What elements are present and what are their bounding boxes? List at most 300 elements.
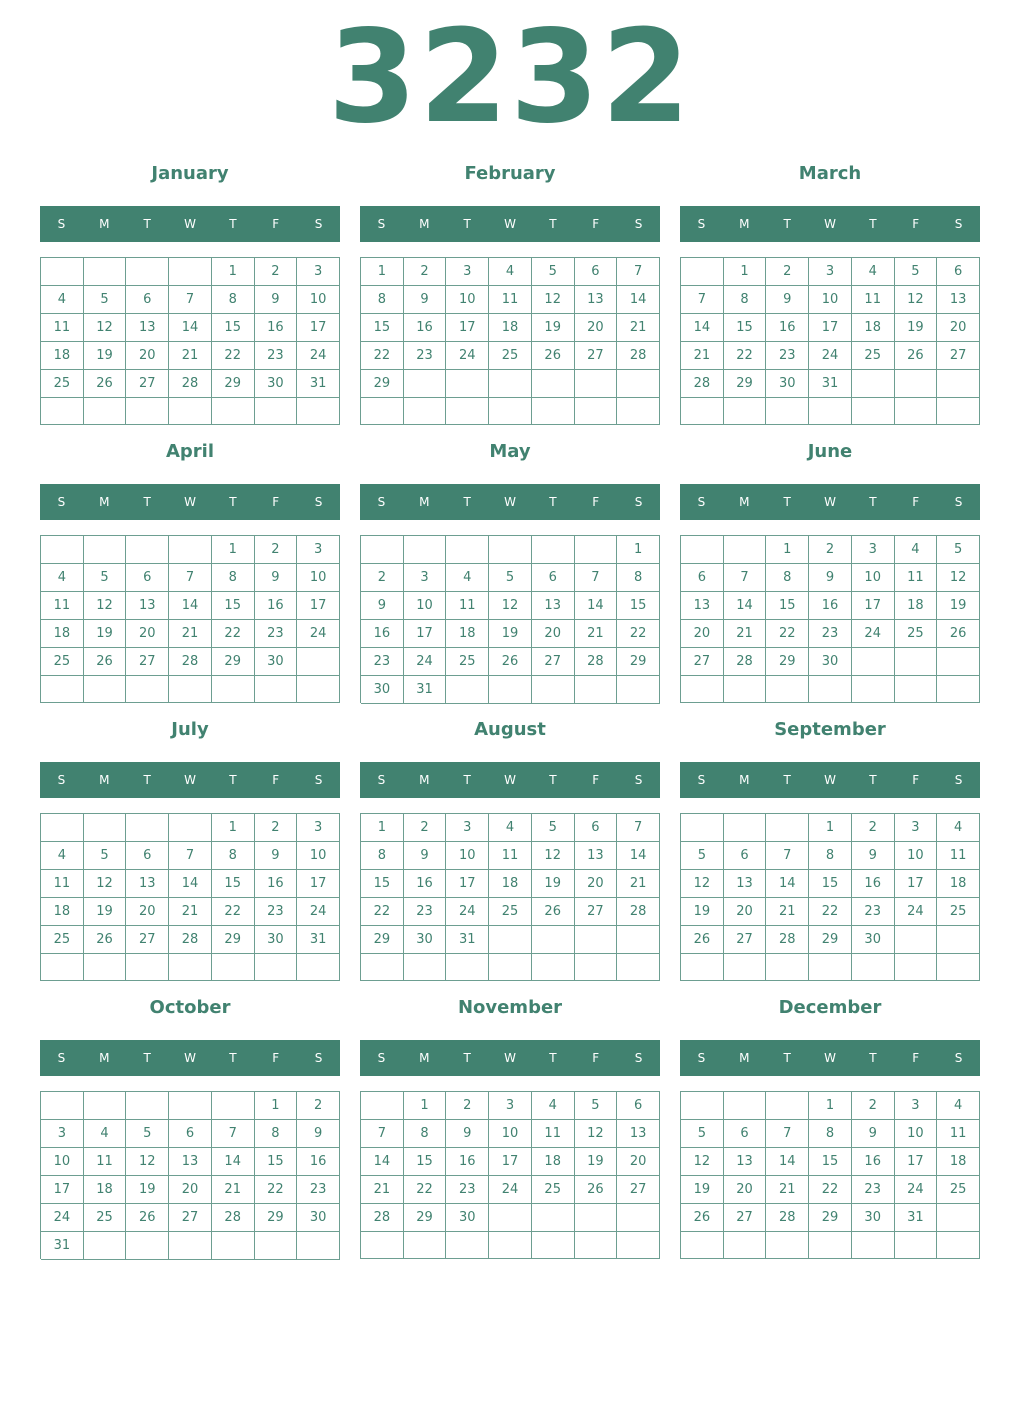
day-cell[interactable]: 24	[404, 648, 447, 676]
day-cell[interactable]: 9	[255, 564, 298, 592]
day-cell[interactable]: 11	[489, 286, 532, 314]
day-cell[interactable]: 19	[681, 1176, 724, 1204]
day-cell[interactable]: 20	[126, 342, 169, 370]
day-cell[interactable]: 10	[404, 592, 447, 620]
day-cell[interactable]: 2	[404, 258, 447, 286]
day-cell[interactable]: 12	[575, 1120, 618, 1148]
day-cell[interactable]: 29	[617, 648, 660, 676]
day-cell[interactable]: 17	[297, 314, 340, 342]
day-cell[interactable]: 17	[809, 314, 852, 342]
day-cell[interactable]: 10	[446, 286, 489, 314]
day-cell[interactable]: 16	[255, 314, 298, 342]
day-cell[interactable]: 15	[212, 870, 255, 898]
day-cell[interactable]: 29	[404, 1204, 447, 1232]
day-cell[interactable]: 21	[766, 898, 809, 926]
day-cell[interactable]: 26	[126, 1204, 169, 1232]
day-cell[interactable]: 22	[766, 620, 809, 648]
day-cell[interactable]: 30	[766, 370, 809, 398]
day-cell[interactable]: 15	[766, 592, 809, 620]
day-cell[interactable]: 4	[41, 564, 84, 592]
day-cell[interactable]: 25	[852, 342, 895, 370]
day-cell[interactable]: 23	[361, 648, 404, 676]
day-cell[interactable]: 10	[446, 842, 489, 870]
day-cell[interactable]: 5	[126, 1120, 169, 1148]
day-cell[interactable]: 6	[937, 258, 980, 286]
day-cell[interactable]: 1	[212, 258, 255, 286]
day-cell[interactable]: 20	[532, 620, 575, 648]
day-cell[interactable]: 18	[446, 620, 489, 648]
day-cell[interactable]: 15	[361, 314, 404, 342]
day-cell[interactable]: 24	[895, 898, 938, 926]
day-cell[interactable]: 25	[937, 898, 980, 926]
day-cell[interactable]: 14	[212, 1148, 255, 1176]
day-cell[interactable]: 15	[809, 870, 852, 898]
day-cell[interactable]: 24	[297, 620, 340, 648]
day-cell[interactable]: 17	[297, 592, 340, 620]
day-cell[interactable]: 11	[489, 842, 532, 870]
day-cell[interactable]: 30	[297, 1204, 340, 1232]
day-cell[interactable]: 30	[446, 1204, 489, 1232]
day-cell[interactable]: 27	[575, 342, 618, 370]
day-cell[interactable]: 23	[446, 1176, 489, 1204]
day-cell[interactable]: 7	[617, 258, 660, 286]
day-cell[interactable]: 27	[937, 342, 980, 370]
day-cell[interactable]: 19	[895, 314, 938, 342]
day-cell[interactable]: 8	[255, 1120, 298, 1148]
day-cell[interactable]: 20	[724, 1176, 767, 1204]
day-cell[interactable]: 17	[852, 592, 895, 620]
day-cell[interactable]: 14	[681, 314, 724, 342]
day-cell[interactable]: 26	[84, 370, 127, 398]
day-cell[interactable]: 27	[617, 1176, 660, 1204]
day-cell[interactable]: 7	[212, 1120, 255, 1148]
day-cell[interactable]: 11	[41, 314, 84, 342]
day-cell[interactable]: 12	[937, 564, 980, 592]
day-cell[interactable]: 2	[446, 1092, 489, 1120]
day-cell[interactable]: 26	[895, 342, 938, 370]
day-cell[interactable]: 5	[681, 842, 724, 870]
day-cell[interactable]: 18	[489, 870, 532, 898]
day-cell[interactable]: 20	[126, 620, 169, 648]
day-cell[interactable]: 31	[895, 1204, 938, 1232]
day-cell[interactable]: 19	[84, 620, 127, 648]
day-cell[interactable]: 28	[169, 370, 212, 398]
day-cell[interactable]: 23	[852, 1176, 895, 1204]
day-cell[interactable]: 24	[852, 620, 895, 648]
day-cell[interactable]: 21	[169, 620, 212, 648]
day-cell[interactable]: 1	[212, 536, 255, 564]
day-cell[interactable]: 21	[169, 898, 212, 926]
day-cell[interactable]: 28	[617, 898, 660, 926]
day-cell[interactable]: 1	[255, 1092, 298, 1120]
day-cell[interactable]: 9	[404, 286, 447, 314]
day-cell[interactable]: 12	[532, 286, 575, 314]
day-cell[interactable]: 29	[361, 926, 404, 954]
day-cell[interactable]: 7	[361, 1120, 404, 1148]
day-cell[interactable]: 24	[41, 1204, 84, 1232]
day-cell[interactable]: 6	[617, 1092, 660, 1120]
day-cell[interactable]: 3	[446, 258, 489, 286]
day-cell[interactable]: 5	[895, 258, 938, 286]
day-cell[interactable]: 22	[212, 620, 255, 648]
day-cell[interactable]: 22	[617, 620, 660, 648]
day-cell[interactable]: 10	[41, 1148, 84, 1176]
day-cell[interactable]: 25	[489, 898, 532, 926]
day-cell[interactable]: 13	[724, 870, 767, 898]
day-cell[interactable]: 31	[41, 1232, 84, 1260]
day-cell[interactable]: 22	[361, 342, 404, 370]
day-cell[interactable]: 3	[297, 814, 340, 842]
day-cell[interactable]: 23	[404, 342, 447, 370]
day-cell[interactable]: 19	[84, 898, 127, 926]
day-cell[interactable]: 21	[766, 1176, 809, 1204]
day-cell[interactable]: 1	[212, 814, 255, 842]
day-cell[interactable]: 27	[724, 1204, 767, 1232]
day-cell[interactable]: 13	[575, 286, 618, 314]
day-cell[interactable]: 25	[41, 926, 84, 954]
day-cell[interactable]: 14	[617, 842, 660, 870]
day-cell[interactable]: 5	[84, 842, 127, 870]
day-cell[interactable]: 18	[41, 620, 84, 648]
day-cell[interactable]: 23	[852, 898, 895, 926]
day-cell[interactable]: 29	[212, 648, 255, 676]
day-cell[interactable]: 4	[41, 286, 84, 314]
day-cell[interactable]: 13	[575, 842, 618, 870]
day-cell[interactable]: 8	[212, 286, 255, 314]
day-cell[interactable]: 18	[41, 898, 84, 926]
day-cell[interactable]: 25	[41, 648, 84, 676]
day-cell[interactable]: 1	[404, 1092, 447, 1120]
day-cell[interactable]: 28	[212, 1204, 255, 1232]
day-cell[interactable]: 24	[446, 342, 489, 370]
day-cell[interactable]: 16	[766, 314, 809, 342]
day-cell[interactable]: 30	[255, 926, 298, 954]
day-cell[interactable]: 16	[809, 592, 852, 620]
day-cell[interactable]: 15	[617, 592, 660, 620]
day-cell[interactable]: 27	[532, 648, 575, 676]
day-cell[interactable]: 21	[575, 620, 618, 648]
day-cell[interactable]: 14	[766, 1148, 809, 1176]
day-cell[interactable]: 31	[809, 370, 852, 398]
day-cell[interactable]: 23	[255, 342, 298, 370]
day-cell[interactable]: 20	[169, 1176, 212, 1204]
day-cell[interactable]: 9	[446, 1120, 489, 1148]
day-cell[interactable]: 17	[41, 1176, 84, 1204]
day-cell[interactable]: 16	[852, 870, 895, 898]
day-cell[interactable]: 29	[212, 370, 255, 398]
day-cell[interactable]: 8	[724, 286, 767, 314]
day-cell[interactable]: 12	[84, 870, 127, 898]
day-cell[interactable]: 4	[852, 258, 895, 286]
day-cell[interactable]: 11	[41, 870, 84, 898]
day-cell[interactable]: 24	[446, 898, 489, 926]
day-cell[interactable]: 1	[724, 258, 767, 286]
day-cell[interactable]: 4	[937, 1092, 980, 1120]
day-cell[interactable]: 20	[575, 870, 618, 898]
day-cell[interactable]: 6	[575, 814, 618, 842]
day-cell[interactable]: 28	[681, 370, 724, 398]
day-cell[interactable]: 19	[126, 1176, 169, 1204]
day-cell[interactable]: 10	[297, 842, 340, 870]
day-cell[interactable]: 6	[724, 1120, 767, 1148]
day-cell[interactable]: 20	[681, 620, 724, 648]
day-cell[interactable]: 30	[852, 1204, 895, 1232]
day-cell[interactable]: 27	[169, 1204, 212, 1232]
day-cell[interactable]: 29	[809, 926, 852, 954]
day-cell[interactable]: 10	[297, 564, 340, 592]
day-cell[interactable]: 27	[681, 648, 724, 676]
day-cell[interactable]: 13	[532, 592, 575, 620]
day-cell[interactable]: 6	[169, 1120, 212, 1148]
day-cell[interactable]: 3	[446, 814, 489, 842]
day-cell[interactable]: 28	[575, 648, 618, 676]
day-cell[interactable]: 4	[895, 536, 938, 564]
day-cell[interactable]: 14	[617, 286, 660, 314]
day-cell[interactable]: 7	[169, 564, 212, 592]
day-cell[interactable]: 29	[255, 1204, 298, 1232]
day-cell[interactable]: 13	[126, 592, 169, 620]
day-cell[interactable]: 18	[41, 342, 84, 370]
day-cell[interactable]: 1	[809, 1092, 852, 1120]
day-cell[interactable]: 25	[84, 1204, 127, 1232]
day-cell[interactable]: 21	[681, 342, 724, 370]
day-cell[interactable]: 12	[84, 314, 127, 342]
day-cell[interactable]: 30	[404, 926, 447, 954]
day-cell[interactable]: 17	[895, 870, 938, 898]
day-cell[interactable]: 30	[361, 676, 404, 704]
day-cell[interactable]: 22	[404, 1176, 447, 1204]
day-cell[interactable]: 2	[852, 814, 895, 842]
day-cell[interactable]: 15	[212, 592, 255, 620]
day-cell[interactable]: 17	[297, 870, 340, 898]
day-cell[interactable]: 18	[895, 592, 938, 620]
day-cell[interactable]: 13	[617, 1120, 660, 1148]
day-cell[interactable]: 7	[681, 286, 724, 314]
day-cell[interactable]: 18	[852, 314, 895, 342]
day-cell[interactable]: 13	[681, 592, 724, 620]
day-cell[interactable]: 21	[617, 314, 660, 342]
day-cell[interactable]: 16	[852, 1148, 895, 1176]
day-cell[interactable]: 20	[937, 314, 980, 342]
day-cell[interactable]: 12	[126, 1148, 169, 1176]
day-cell[interactable]: 24	[895, 1176, 938, 1204]
day-cell[interactable]: 26	[532, 342, 575, 370]
day-cell[interactable]: 8	[361, 842, 404, 870]
day-cell[interactable]: 2	[297, 1092, 340, 1120]
day-cell[interactable]: 17	[446, 870, 489, 898]
day-cell[interactable]: 5	[532, 814, 575, 842]
day-cell[interactable]: 6	[126, 286, 169, 314]
day-cell[interactable]: 23	[404, 898, 447, 926]
day-cell[interactable]: 16	[404, 314, 447, 342]
day-cell[interactable]: 16	[361, 620, 404, 648]
day-cell[interactable]: 28	[766, 926, 809, 954]
day-cell[interactable]: 12	[681, 1148, 724, 1176]
day-cell[interactable]: 6	[532, 564, 575, 592]
day-cell[interactable]: 4	[532, 1092, 575, 1120]
day-cell[interactable]: 3	[809, 258, 852, 286]
day-cell[interactable]: 25	[895, 620, 938, 648]
day-cell[interactable]: 22	[212, 898, 255, 926]
day-cell[interactable]: 21	[724, 620, 767, 648]
day-cell[interactable]: 3	[297, 536, 340, 564]
day-cell[interactable]: 2	[404, 814, 447, 842]
day-cell[interactable]: 9	[809, 564, 852, 592]
day-cell[interactable]: 5	[532, 258, 575, 286]
day-cell[interactable]: 25	[532, 1176, 575, 1204]
day-cell[interactable]: 9	[361, 592, 404, 620]
day-cell[interactable]: 11	[446, 592, 489, 620]
day-cell[interactable]: 27	[126, 648, 169, 676]
day-cell[interactable]: 23	[255, 620, 298, 648]
day-cell[interactable]: 22	[724, 342, 767, 370]
day-cell[interactable]: 4	[937, 814, 980, 842]
day-cell[interactable]: 12	[84, 592, 127, 620]
day-cell[interactable]: 10	[895, 842, 938, 870]
day-cell[interactable]: 3	[895, 814, 938, 842]
day-cell[interactable]: 17	[446, 314, 489, 342]
day-cell[interactable]: 28	[169, 648, 212, 676]
day-cell[interactable]: 14	[766, 870, 809, 898]
day-cell[interactable]: 24	[489, 1176, 532, 1204]
day-cell[interactable]: 29	[724, 370, 767, 398]
day-cell[interactable]: 13	[169, 1148, 212, 1176]
day-cell[interactable]: 3	[297, 258, 340, 286]
day-cell[interactable]: 26	[532, 898, 575, 926]
day-cell[interactable]: 8	[809, 842, 852, 870]
day-cell[interactable]: 18	[489, 314, 532, 342]
day-cell[interactable]: 7	[766, 1120, 809, 1148]
day-cell[interactable]: 4	[41, 842, 84, 870]
day-cell[interactable]: 18	[937, 1148, 980, 1176]
day-cell[interactable]: 7	[575, 564, 618, 592]
day-cell[interactable]: 3	[852, 536, 895, 564]
day-cell[interactable]: 15	[212, 314, 255, 342]
day-cell[interactable]: 1	[361, 814, 404, 842]
day-cell[interactable]: 8	[404, 1120, 447, 1148]
day-cell[interactable]: 28	[766, 1204, 809, 1232]
day-cell[interactable]: 26	[84, 926, 127, 954]
day-cell[interactable]: 8	[361, 286, 404, 314]
day-cell[interactable]: 14	[361, 1148, 404, 1176]
day-cell[interactable]: 26	[681, 1204, 724, 1232]
day-cell[interactable]: 7	[617, 814, 660, 842]
day-cell[interactable]: 21	[212, 1176, 255, 1204]
day-cell[interactable]: 30	[255, 370, 298, 398]
day-cell[interactable]: 10	[809, 286, 852, 314]
day-cell[interactable]: 19	[937, 592, 980, 620]
day-cell[interactable]: 23	[255, 898, 298, 926]
day-cell[interactable]: 2	[255, 814, 298, 842]
day-cell[interactable]: 13	[937, 286, 980, 314]
day-cell[interactable]: 23	[766, 342, 809, 370]
day-cell[interactable]: 2	[255, 536, 298, 564]
day-cell[interactable]: 11	[84, 1148, 127, 1176]
day-cell[interactable]: 15	[809, 1148, 852, 1176]
day-cell[interactable]: 29	[809, 1204, 852, 1232]
day-cell[interactable]: 27	[126, 370, 169, 398]
day-cell[interactable]: 5	[489, 564, 532, 592]
day-cell[interactable]: 14	[724, 592, 767, 620]
day-cell[interactable]: 10	[489, 1120, 532, 1148]
day-cell[interactable]: 17	[895, 1148, 938, 1176]
day-cell[interactable]: 10	[297, 286, 340, 314]
day-cell[interactable]: 20	[724, 898, 767, 926]
day-cell[interactable]: 5	[84, 286, 127, 314]
day-cell[interactable]: 18	[532, 1148, 575, 1176]
day-cell[interactable]: 28	[169, 926, 212, 954]
day-cell[interactable]: 29	[766, 648, 809, 676]
day-cell[interactable]: 20	[617, 1148, 660, 1176]
day-cell[interactable]: 7	[169, 286, 212, 314]
day-cell[interactable]: 8	[212, 842, 255, 870]
day-cell[interactable]: 30	[255, 648, 298, 676]
day-cell[interactable]: 22	[361, 898, 404, 926]
day-cell[interactable]: 2	[766, 258, 809, 286]
day-cell[interactable]: 31	[297, 926, 340, 954]
day-cell[interactable]: 31	[297, 370, 340, 398]
day-cell[interactable]: 14	[575, 592, 618, 620]
day-cell[interactable]: 28	[724, 648, 767, 676]
day-cell[interactable]: 1	[617, 536, 660, 564]
day-cell[interactable]: 31	[404, 676, 447, 704]
day-cell[interactable]: 6	[575, 258, 618, 286]
day-cell[interactable]: 27	[126, 926, 169, 954]
day-cell[interactable]: 28	[361, 1204, 404, 1232]
day-cell[interactable]: 2	[852, 1092, 895, 1120]
day-cell[interactable]: 16	[404, 870, 447, 898]
day-cell[interactable]: 8	[766, 564, 809, 592]
day-cell[interactable]: 10	[852, 564, 895, 592]
day-cell[interactable]: 19	[84, 342, 127, 370]
day-cell[interactable]: 12	[489, 592, 532, 620]
day-cell[interactable]: 2	[255, 258, 298, 286]
day-cell[interactable]: 6	[126, 842, 169, 870]
day-cell[interactable]: 18	[84, 1176, 127, 1204]
day-cell[interactable]: 6	[126, 564, 169, 592]
day-cell[interactable]: 14	[169, 870, 212, 898]
day-cell[interactable]: 9	[255, 286, 298, 314]
day-cell[interactable]: 23	[297, 1176, 340, 1204]
day-cell[interactable]: 3	[404, 564, 447, 592]
day-cell[interactable]: 20	[575, 314, 618, 342]
day-cell[interactable]: 15	[404, 1148, 447, 1176]
day-cell[interactable]: 24	[809, 342, 852, 370]
day-cell[interactable]: 16	[255, 592, 298, 620]
day-cell[interactable]: 15	[724, 314, 767, 342]
day-cell[interactable]: 14	[169, 592, 212, 620]
day-cell[interactable]: 6	[724, 842, 767, 870]
day-cell[interactable]: 1	[766, 536, 809, 564]
day-cell[interactable]: 4	[489, 814, 532, 842]
day-cell[interactable]: 3	[41, 1120, 84, 1148]
day-cell[interactable]: 8	[212, 564, 255, 592]
day-cell[interactable]: 9	[404, 842, 447, 870]
day-cell[interactable]: 11	[937, 1120, 980, 1148]
day-cell[interactable]: 9	[255, 842, 298, 870]
day-cell[interactable]: 19	[532, 314, 575, 342]
day-cell[interactable]: 30	[809, 648, 852, 676]
day-cell[interactable]: 13	[126, 314, 169, 342]
day-cell[interactable]: 19	[532, 870, 575, 898]
day-cell[interactable]: 12	[895, 286, 938, 314]
day-cell[interactable]: 29	[361, 370, 404, 398]
day-cell[interactable]: 26	[489, 648, 532, 676]
day-cell[interactable]: 8	[809, 1120, 852, 1148]
day-cell[interactable]: 17	[404, 620, 447, 648]
day-cell[interactable]: 19	[575, 1148, 618, 1176]
day-cell[interactable]: 12	[681, 870, 724, 898]
